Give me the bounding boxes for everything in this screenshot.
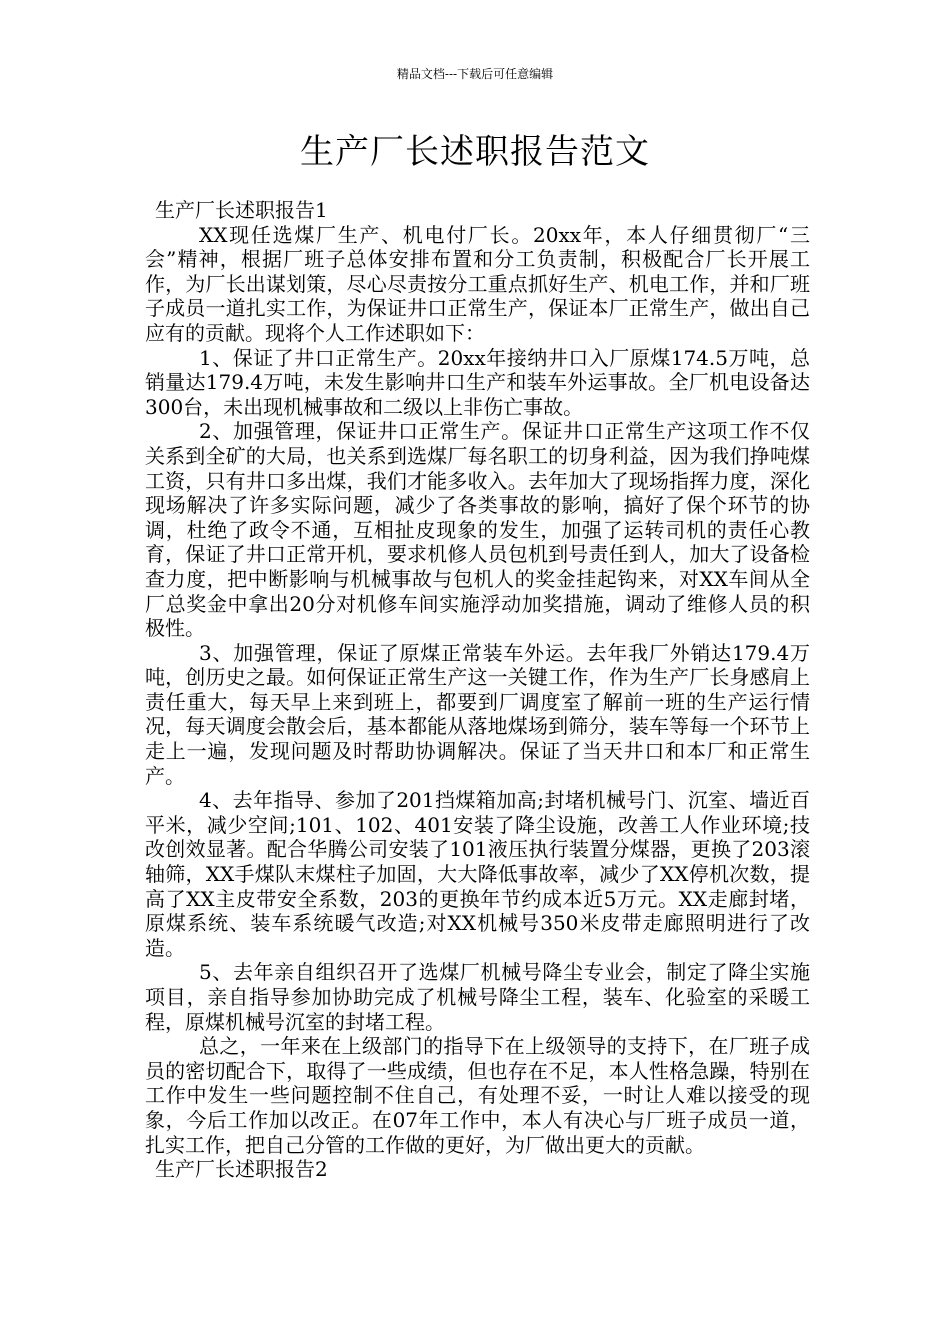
paragraph-summary: 总之，一年来在上级部门的指导下在上级领导的支持下，在厂班子成员的密切配合下，取得了一些成绩，但也存在不足，本人性格急躁，特别在工作中发生一些问题控制不住自己，有处理不妥，一时让人难以接受的现象，今后工作加以改正。在07年工作中，本人有决心与厂班子成员一道，扎实工作，把自己分管的工作做的更好，为厂做出更大的贡献。 xyxy=(145,1034,810,1157)
paragraph-item-5: 5、去年亲自组织召开了选煤厂机械号降尘专业会，制定了降尘实施项目，亲自指导参加协助完成了机械号降尘工程，装车、化验室的采暖工程，原煤机械号沉室的封堵工程。 xyxy=(145,960,810,1034)
section-heading-2: 生产厂长述职报告2 xyxy=(155,1157,328,1182)
paragraph-item-3: 3、加强管理，保证了原煤正常装车外运。去年我厂外销达179.4万吨，创历史之最。如何保证正常生产这一关键工作，作为生产厂长身感肩上责任重大，每天早上来到班上，都要到厂调度室了解前一班的生产运行情况，每天调度会散会后，基本都能从落地煤场到筛分，装车等每一个环节上走上一遍，发现问题及时帮助协调解决。保证了当天井口和本厂和正常生产。 xyxy=(145,640,810,788)
paragraph-item-1: 1、保证了井口正常生产。20xx年接纳井口入厂原煤174.5万吨，总销量达179.4万吨，未发生影响井口生产和装车外运事故。全厂机电设备达300台，未出现机械事故和二级以上非伤亡事故。 xyxy=(145,345,810,419)
paragraph-item-4: 4、去年指导、参加了201挡煤箱加高;封堵机械号门、沉室、墙近百平米，减少空间;101、102、401安装了降尘设施，改善工人作业环境;技改创效显著。配合华腾公司安装了101液压执行装置分煤器，更换了203滚轴筛，XX手煤队末煤柱子加固，大大降低事故率，减少了XX停机次数，提高了XX主皮带安全系数，203的更换年节约成本近5万元。XX走廊封堵，原煤系统、装车系统暖气改造;对XX机械号350米皮带走廊照明进行了改造。 xyxy=(145,788,810,960)
section-heading-1: 生产厂长述职报告1 xyxy=(155,198,328,222)
header-note: 精品文档---下载后可任意编辑 xyxy=(396,67,554,81)
paragraph-intro: XX现任选煤厂生产、机电付厂长。20xx年，本人仔细贯彻厂“三会”精神，根据厂班子总体安排布置和分工负责制，积极配合厂长开展工作，为厂长出谋划策，尽心尽责按分工重点抓好生产、机电工作，并和厂班子成员一道扎实工作，为保证井口正常生产，保证本厂正常生产，做出自己应有的贡献。现将个人工作述职如下： xyxy=(145,222,810,345)
paragraph-item-2: 2、加强管理，保证井口正常生产。保证井口正常生产这项工作不仅关系到全矿的大局，也关系到选煤厂每名职工的切身利益，因为我们挣吨煤工资，只有井口多出煤，我们才能多收入。去年加大了现场指挥力度，深化现场解决了许多实际问题，减少了各类事故的影响，搞好了保个环节的协调，杜绝了政令不通，互相扯皮现象的发生，加强了运转司机的责任心教育，保证了井口正常开机，要求机修人员包机到号责任到人，加大了设备检查力度，把中断影响与机械事故与包机人的奖金挂起钩来，对XX车间从全厂总奖金中拿出20分对机修车间实施浮动加奖措施，调动了维修人员的积极性。 xyxy=(145,419,810,641)
document-body xyxy=(145,198,810,1182)
document-title: 生产厂长述职报告范文 xyxy=(300,132,650,172)
